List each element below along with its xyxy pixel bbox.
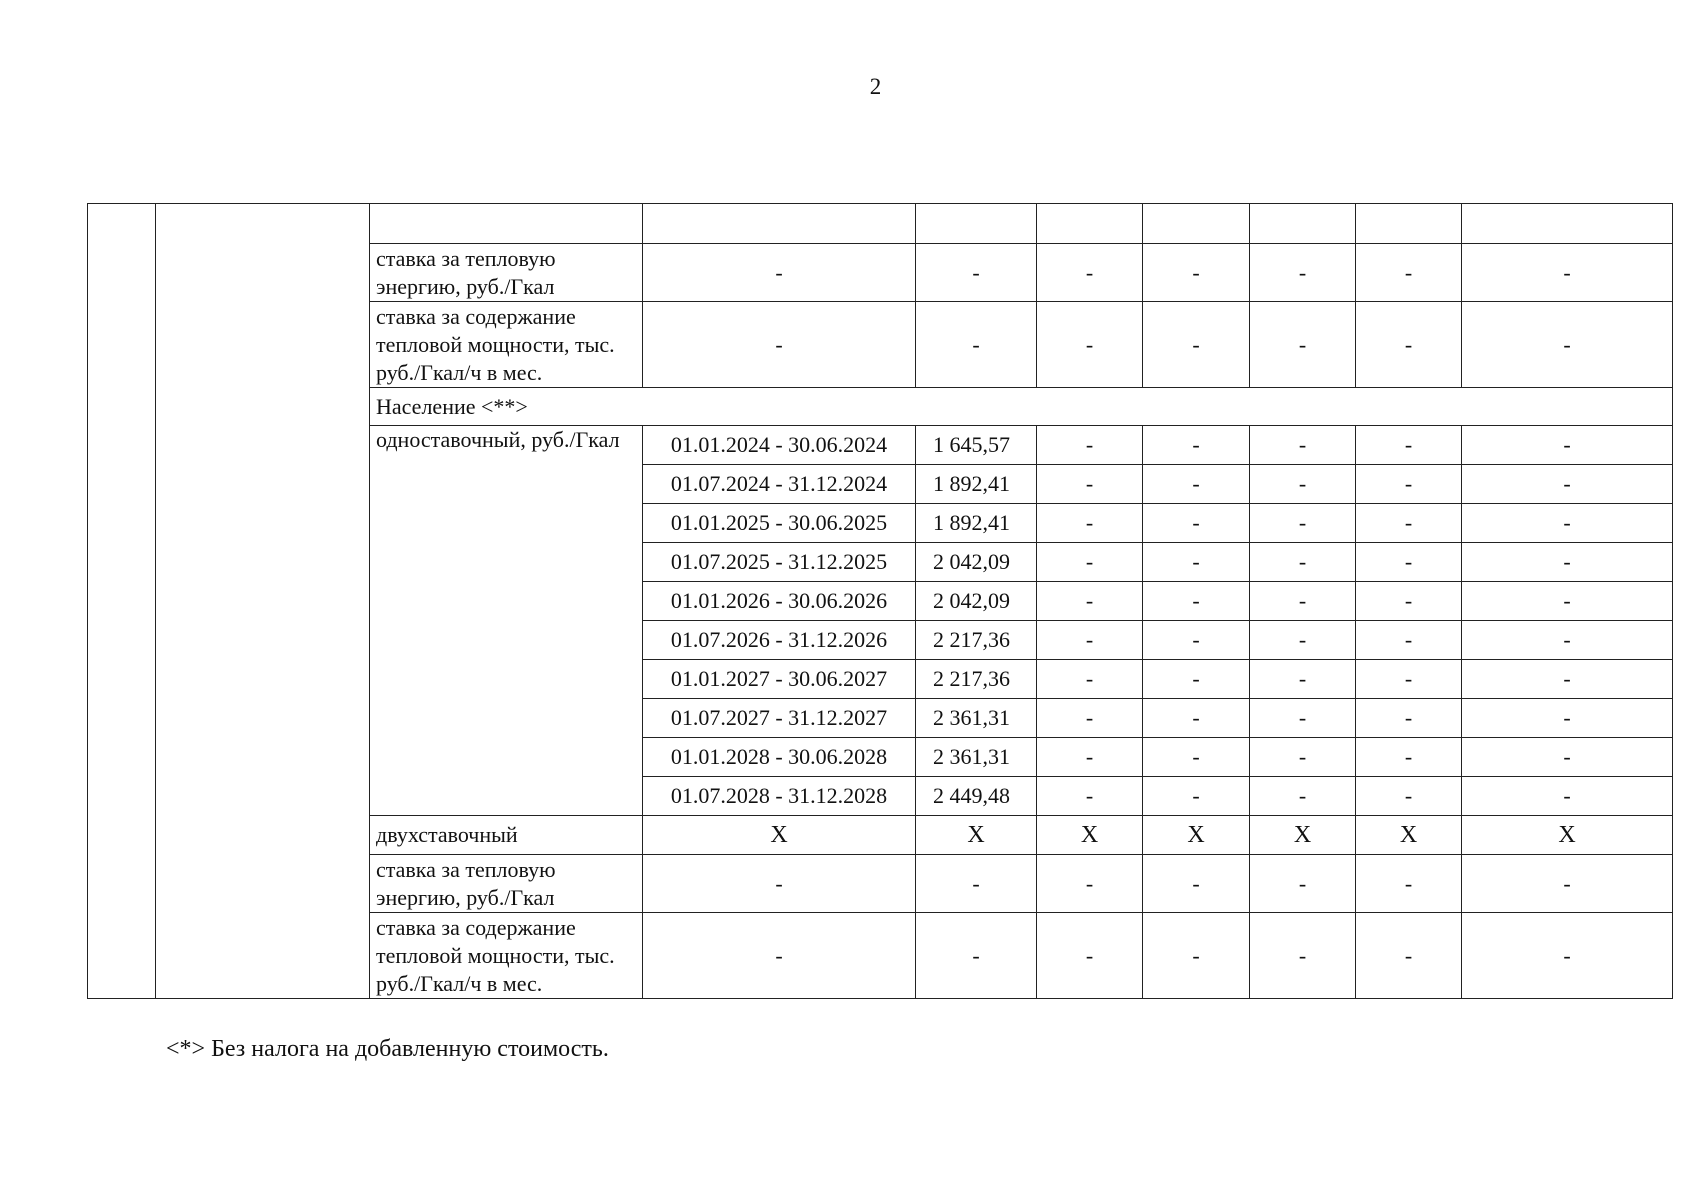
value-cell: X: [1356, 816, 1462, 855]
period-cell: 01.07.2026 - 31.12.2026: [643, 621, 916, 660]
empty-cell: [1037, 204, 1143, 244]
tariff-value: 2 042,09: [916, 582, 1037, 621]
value-cell: -: [1462, 543, 1673, 582]
period-cell: -: [643, 244, 916, 302]
value-cell: -: [1250, 244, 1356, 302]
value-cell: -: [1250, 465, 1356, 504]
value-cell: -: [1037, 855, 1143, 913]
value-cell: -: [1250, 855, 1356, 913]
value-cell: -: [1356, 738, 1462, 777]
value-cell: -: [1037, 738, 1143, 777]
value-cell: -: [1250, 543, 1356, 582]
empty-cell: [643, 204, 916, 244]
period-cell: 01.07.2028 - 31.12.2028: [643, 777, 916, 816]
value-cell: X: [1143, 816, 1250, 855]
value-cell: -: [1037, 777, 1143, 816]
value-cell: -: [1037, 582, 1143, 621]
value-cell: -: [1462, 855, 1673, 913]
value-cell: -: [1037, 699, 1143, 738]
value-cell: -: [1462, 426, 1673, 465]
value-cell: -: [1250, 660, 1356, 699]
footnote: <*> Без налога на добавленную стоимость.: [166, 1036, 609, 1062]
empty-cell: [1143, 204, 1250, 244]
value-cell: -: [916, 913, 1037, 999]
tariff-table: [87, 203, 1673, 999]
value-cell: -: [1356, 699, 1462, 738]
tariff-value: 2 217,36: [916, 621, 1037, 660]
value-cell: -: [1356, 621, 1462, 660]
value-cell: -: [1037, 302, 1143, 388]
value-cell: -: [1356, 582, 1462, 621]
value-cell: -: [1143, 302, 1250, 388]
empty-col-number: [88, 204, 156, 999]
value-cell: -: [1143, 504, 1250, 543]
period-cell: 01.01.2025 - 30.06.2025: [643, 504, 916, 543]
value-cell: -: [1143, 777, 1250, 816]
value-cell: -: [1462, 302, 1673, 388]
value-cell: -: [1143, 582, 1250, 621]
value-cell: -: [1462, 738, 1673, 777]
period-cell: 01.07.2027 - 31.12.2027: [643, 699, 916, 738]
value-cell: -: [1250, 621, 1356, 660]
value-cell: -: [1250, 913, 1356, 999]
value-cell: -: [1250, 777, 1356, 816]
value-cell: -: [1037, 426, 1143, 465]
empty-cell: [1356, 204, 1462, 244]
value-cell: -: [1143, 244, 1250, 302]
value-cell: -: [1462, 699, 1673, 738]
value-cell: -: [1356, 913, 1462, 999]
row-label: ставка за тепловую энергию, руб./Гкал: [370, 244, 643, 302]
period-cell: -: [643, 302, 916, 388]
tariff-value: 2 042,09: [916, 543, 1037, 582]
value-cell: X: [1462, 816, 1673, 855]
period-cell: 01.07.2024 - 31.12.2024: [643, 465, 916, 504]
tariff-value: 1 645,57: [916, 426, 1037, 465]
value-cell: -: [1356, 426, 1462, 465]
value-cell: -: [1462, 913, 1673, 999]
value-cell: -: [1143, 543, 1250, 582]
value-cell: -: [1462, 504, 1673, 543]
value-cell: -: [1356, 465, 1462, 504]
value-cell: -: [1356, 855, 1462, 913]
value-cell: -: [1143, 660, 1250, 699]
value-cell: -: [1037, 504, 1143, 543]
value-cell: -: [1143, 855, 1250, 913]
tariff-value: 2 217,36: [916, 660, 1037, 699]
period-cell: 01.01.2028 - 30.06.2028: [643, 738, 916, 777]
value-cell: -: [1250, 699, 1356, 738]
period-cell: 01.01.2026 - 30.06.2026: [643, 582, 916, 621]
value-cell: -: [1037, 244, 1143, 302]
row-label: ставка за тепловую энергию, руб./Гкал: [370, 855, 643, 913]
period-cell: -: [643, 855, 916, 913]
period-cell: 01.01.2027 - 30.06.2027: [643, 660, 916, 699]
value-cell: -: [1037, 913, 1143, 999]
empty-cell: [370, 204, 643, 244]
two-rate-label: двухставочный: [370, 816, 643, 855]
value-cell: -: [1037, 465, 1143, 504]
single-rate-label: одноставочный, руб./Гкал: [370, 426, 643, 816]
value-cell: -: [1462, 660, 1673, 699]
value-cell: -: [1356, 660, 1462, 699]
value-cell: -: [1250, 582, 1356, 621]
value-cell: -: [1462, 465, 1673, 504]
value-cell: -: [1143, 621, 1250, 660]
period-cell: 01.07.2025 - 31.12.2025: [643, 543, 916, 582]
value-cell: -: [916, 855, 1037, 913]
value-cell: -: [1356, 244, 1462, 302]
value-cell: X: [1250, 816, 1356, 855]
table-row-empty-top: [88, 204, 1673, 244]
value-cell: -: [1143, 465, 1250, 504]
period-cell: -: [643, 913, 916, 999]
value-cell: -: [1356, 302, 1462, 388]
value-cell: -: [1356, 543, 1462, 582]
value-cell: -: [1037, 543, 1143, 582]
value-cell: -: [1462, 582, 1673, 621]
value-cell: -: [1250, 738, 1356, 777]
value-cell: -: [1037, 660, 1143, 699]
tariff-value: 2 361,31: [916, 699, 1037, 738]
value-cell: -: [1250, 302, 1356, 388]
value-cell: -: [1356, 777, 1462, 816]
value-cell: -: [1462, 777, 1673, 816]
tariff-value: 2 361,31: [916, 738, 1037, 777]
period-cell: X: [643, 816, 916, 855]
tariff-value: 1 892,41: [916, 465, 1037, 504]
value-cell: -: [1143, 426, 1250, 465]
value-cell: -: [1356, 504, 1462, 543]
value-cell: -: [916, 302, 1037, 388]
value-cell: -: [1143, 699, 1250, 738]
value-cell: -: [1250, 504, 1356, 543]
value-cell: -: [1462, 244, 1673, 302]
value-cell: -: [1143, 738, 1250, 777]
value-cell: -: [916, 244, 1037, 302]
empty-cell: [1462, 204, 1673, 244]
period-cell: 01.01.2024 - 30.06.2024: [643, 426, 916, 465]
section-header: Население <**>: [370, 388, 1673, 426]
empty-cell: [1250, 204, 1356, 244]
value-cell: -: [1250, 426, 1356, 465]
value-cell: -: [1143, 913, 1250, 999]
empty-cell: [916, 204, 1037, 244]
value-cell: -: [1037, 621, 1143, 660]
value-cell: -: [1462, 621, 1673, 660]
value-cell: X: [916, 816, 1037, 855]
value-cell: X: [1037, 816, 1143, 855]
empty-col-organization: [156, 204, 370, 999]
tariff-value: 1 892,41: [916, 504, 1037, 543]
row-label: ставка за содержание тепловой мощности, тыс. руб./Гкал/ч в мес.: [370, 302, 643, 388]
page-number: 2: [869, 74, 882, 99]
tariff-value: 2 449,48: [916, 777, 1037, 816]
row-label: ставка за содержание тепловой мощности, тыс. руб./Гкал/ч в мес.: [370, 913, 643, 999]
